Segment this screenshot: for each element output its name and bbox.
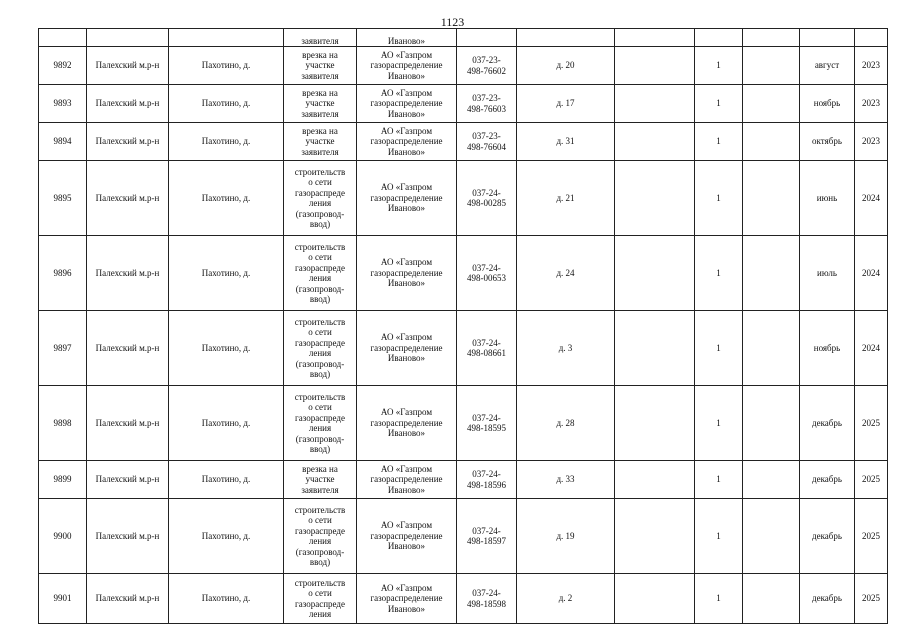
table-row [39, 574, 888, 624]
cell-empty [615, 574, 695, 624]
cell-owner: АО «Газпром газораспределение Иваново» [357, 311, 457, 386]
cell-owner: АО «Газпром газораспределение Иваново» [357, 85, 457, 123]
cell-empty [743, 85, 800, 123]
cell-cadnum: 037-24- 498-08661 [457, 311, 517, 386]
cell-empty [743, 236, 800, 311]
cell-settlement: Пахотино, д. [169, 123, 284, 161]
cell-qty: 1 [695, 311, 743, 386]
cell-empty [615, 29, 695, 47]
cell-house: д. 20 [517, 47, 615, 85]
cell-district: Палехский м.р-н [87, 311, 169, 386]
cell-cadnum: 037-24- 498-18598 [457, 574, 517, 624]
cell-owner: АО «Газпром газораспределение Иваново» [357, 574, 457, 624]
registry-table [38, 28, 888, 624]
table-row [39, 386, 888, 461]
cell-month: ноябрь [800, 311, 855, 386]
cell-work: строительств о сети газораспреде ления (газопровод- ввод) [284, 236, 357, 311]
cell-qty: 1 [695, 85, 743, 123]
cell-district: Палехский м.р-н [87, 47, 169, 85]
cell-owner: АО «Газпром газораспределение Иваново» [357, 123, 457, 161]
cell-cadnum: 037-24- 498-00653 [457, 236, 517, 311]
cell-empty [615, 161, 695, 236]
cell-work: врезка на участке заявителя [284, 123, 357, 161]
cell-empty [87, 29, 169, 47]
cell-district: Палехский м.р-н [87, 499, 169, 574]
cell-number: 9898 [39, 386, 87, 461]
cell-district: Палехский м.р-н [87, 85, 169, 123]
cell-month: ноябрь [800, 85, 855, 123]
cell-house: д. 19 [517, 499, 615, 574]
cell-district: Палехский м.р-н [87, 123, 169, 161]
cell-month: декабрь [800, 574, 855, 624]
cell-cadnum: 037-24- 498-18595 [457, 386, 517, 461]
cell-work: заявителя [284, 29, 357, 47]
cell-empty [615, 499, 695, 574]
cell-year: 2023 [855, 123, 888, 161]
cell-number: 9892 [39, 47, 87, 85]
cell-work: врезка на участке заявителя [284, 461, 357, 499]
cell-settlement: Пахотино, д. [169, 574, 284, 624]
cell-work: строительств о сети газораспреде ления (газопровод- ввод) [284, 161, 357, 236]
cell-month: июнь [800, 161, 855, 236]
cell-year: 2023 [855, 47, 888, 85]
cell-house: д. 2 [517, 574, 615, 624]
cell-year: 2025 [855, 574, 888, 624]
cell-work: врезка на участке заявителя [284, 47, 357, 85]
cell-empty [39, 29, 87, 47]
cell-settlement: Пахотино, д. [169, 85, 284, 123]
cell-district: Палехский м.р-н [87, 386, 169, 461]
table-row [39, 461, 888, 499]
cell-house: д. 17 [517, 85, 615, 123]
cell-number: 9897 [39, 311, 87, 386]
cell-month: декабрь [800, 461, 855, 499]
cell-empty [743, 461, 800, 499]
cell-empty [517, 29, 615, 47]
cell-empty [615, 236, 695, 311]
cell-empty [615, 461, 695, 499]
cell-empty [695, 29, 743, 47]
cell-qty: 1 [695, 574, 743, 624]
cell-work: строительств о сети газораспреде ления [284, 574, 357, 624]
cell-house: д. 31 [517, 123, 615, 161]
cell-work: строительств о сети газораспреде ления (газопровод- ввод) [284, 499, 357, 574]
cell-settlement: Пахотино, д. [169, 161, 284, 236]
cell-owner: АО «Газпром газораспределение Иваново» [357, 161, 457, 236]
cell-qty: 1 [695, 47, 743, 85]
cell-settlement: Пахотино, д. [169, 47, 284, 85]
cell-house: д. 33 [517, 461, 615, 499]
cell-cadnum: 037-23- 498-76602 [457, 47, 517, 85]
cell-empty [615, 123, 695, 161]
cell-empty [743, 123, 800, 161]
cell-year: 2025 [855, 499, 888, 574]
cell-owner: АО «Газпром газораспределение Иваново» [357, 47, 457, 85]
cell-empty [743, 499, 800, 574]
cell-month: октябрь [800, 123, 855, 161]
cell-empty [800, 29, 855, 47]
cell-cadnum: 037-24- 498-18596 [457, 461, 517, 499]
cell-year: 2024 [855, 161, 888, 236]
cell-number: 9899 [39, 461, 87, 499]
cell-district: Палехский м.р-н [87, 161, 169, 236]
cell-number: 9896 [39, 236, 87, 311]
cell-empty [743, 47, 800, 85]
cell-cadnum: 037-24- 498-00285 [457, 161, 517, 236]
cell-owner: АО «Газпром газораспределение Иваново» [357, 236, 457, 311]
cell-empty [743, 386, 800, 461]
cell-year: 2025 [855, 386, 888, 461]
table-row-continued [39, 29, 888, 47]
table-row [39, 499, 888, 574]
cell-work: строительств о сети газораспреде ления (газопровод- ввод) [284, 311, 357, 386]
cell-empty [743, 29, 800, 47]
cell-house: д. 21 [517, 161, 615, 236]
cell-number: 9894 [39, 123, 87, 161]
cell-number: 9901 [39, 574, 87, 624]
table-row [39, 236, 888, 311]
cell-empty [615, 85, 695, 123]
cell-empty [743, 161, 800, 236]
table-row [39, 161, 888, 236]
cell-empty [615, 311, 695, 386]
cell-owner: АО «Газпром газораспределение Иваново» [357, 386, 457, 461]
cell-work: врезка на участке заявителя [284, 85, 357, 123]
cell-house: д. 28 [517, 386, 615, 461]
cell-cadnum: 037-23- 498-76604 [457, 123, 517, 161]
cell-house: д. 24 [517, 236, 615, 311]
cell-qty: 1 [695, 236, 743, 311]
cell-empty [615, 386, 695, 461]
cell-qty: 1 [695, 461, 743, 499]
cell-month: август [800, 47, 855, 85]
cell-number: 9893 [39, 85, 87, 123]
cell-empty [743, 574, 800, 624]
cell-owner: Иваново» [357, 29, 457, 47]
cell-district: Палехский м.р-н [87, 574, 169, 624]
table-row [39, 85, 888, 123]
cell-month: июль [800, 236, 855, 311]
cell-settlement: Пахотино, д. [169, 386, 284, 461]
cell-qty: 1 [695, 161, 743, 236]
table-row [39, 47, 888, 85]
cell-month: декабрь [800, 499, 855, 574]
cell-cadnum: 037-23- 498-76603 [457, 85, 517, 123]
cell-settlement: Пахотино, д. [169, 236, 284, 311]
cell-year: 2023 [855, 85, 888, 123]
cell-empty [743, 311, 800, 386]
cell-year: 2024 [855, 236, 888, 311]
cell-year: 2025 [855, 461, 888, 499]
cell-qty: 1 [695, 499, 743, 574]
cell-house: д. 3 [517, 311, 615, 386]
page-number: 1123 [440, 15, 465, 29]
cell-owner: АО «Газпром газораспределение Иваново» [357, 499, 457, 574]
cell-settlement: Пахотино, д. [169, 461, 284, 499]
cell-qty: 1 [695, 123, 743, 161]
cell-district: Палехский м.р-н [87, 236, 169, 311]
cell-month: декабрь [800, 386, 855, 461]
cell-number: 9900 [39, 499, 87, 574]
cell-settlement: Пахотино, д. [169, 311, 284, 386]
cell-work: строительств о сети газораспреде ления (газопровод- ввод) [284, 386, 357, 461]
cell-empty [169, 29, 284, 47]
cell-empty [457, 29, 517, 47]
cell-number: 9895 [39, 161, 87, 236]
cell-cadnum: 037-24- 498-18597 [457, 499, 517, 574]
cell-empty [615, 47, 695, 85]
cell-empty [855, 29, 888, 47]
cell-district: Палехский м.р-н [87, 461, 169, 499]
cell-owner: АО «Газпром газораспределение Иваново» [357, 461, 457, 499]
cell-settlement: Пахотино, д. [169, 499, 284, 574]
table-row [39, 311, 888, 386]
table-row [39, 123, 888, 161]
cell-year: 2024 [855, 311, 888, 386]
cell-qty: 1 [695, 386, 743, 461]
